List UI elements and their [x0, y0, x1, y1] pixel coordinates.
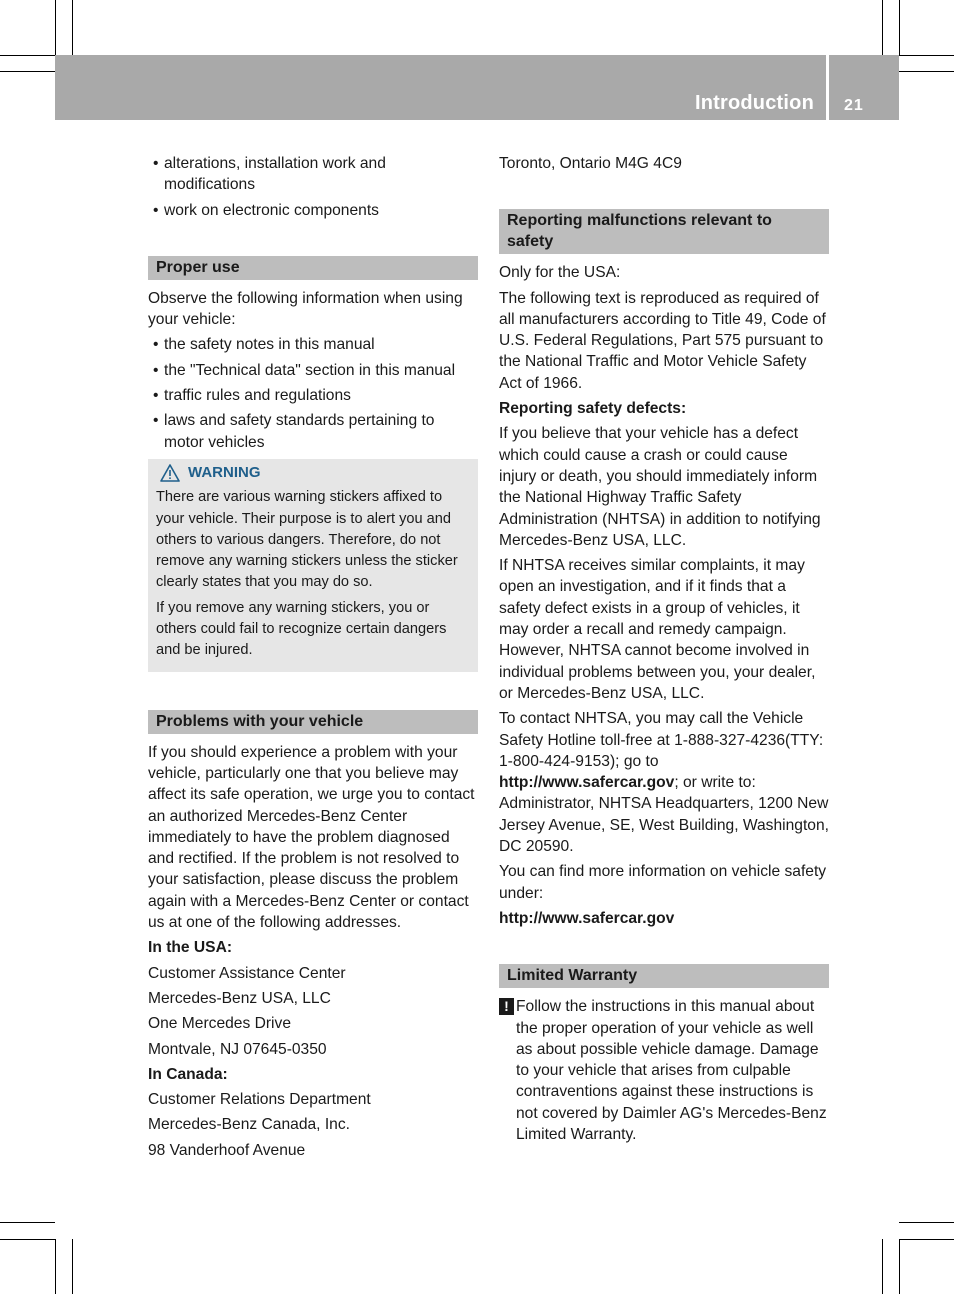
- contact-paragraph: [499, 708, 829, 857]
- address-line: Montvale, NJ 07645-0350: [148, 1040, 327, 1058]
- page-title: Introduction: [694, 92, 814, 114]
- warning-title: [156, 462, 470, 483]
- warranty-note: [499, 996, 829, 1145]
- section-heading-proper-use: Proper use: [148, 256, 478, 280]
- reporting-paragraph: If NHTSA receives similar complaints, it may open an investigation, and if it finds that a safety defect exists in a group of vehicles, it may order a recall and remedy campaign. However, NHTSA cannot become involved in individual problems between you, your dealer, or Mercedes-Benz USA, LLC.: [499, 557, 816, 702]
- crop-mark: [72, 0, 73, 55]
- usa-only-note: Only for the USA:: [499, 264, 621, 282]
- header-separator: [826, 55, 829, 120]
- proper-use-list: [148, 334, 478, 452]
- crop-mark: [899, 1239, 954, 1240]
- section-heading-problems: Problems with your vehicle: [148, 710, 478, 734]
- safercar-link[interactable]: http://www.safercar.gov: [499, 909, 675, 927]
- address-line: Toronto, Ontario M4G 4C9: [499, 155, 682, 172]
- crop-mark: [72, 1239, 73, 1294]
- defects-label: Reporting safety defects:: [499, 400, 687, 418]
- canada-label: In Canada:: [148, 1065, 228, 1083]
- reporting-paragraph: If you believe that your vehicle has a defect which could cause a crash or could cause injury or death, you should immediately inform the National Highway Traffic Safety Administration (NHTSA) in addition to notifying Mercedes-Benz USA, LLC.: [499, 425, 821, 549]
- warning-label: WARNING: [188, 463, 261, 481]
- warning-triangle-icon: [160, 464, 180, 482]
- crop-mark: [882, 1239, 883, 1294]
- list-item: • traffic rules and regulations: [148, 385, 478, 406]
- list-item: • the "Technical data" section in this manual: [148, 360, 478, 381]
- list-item: • the safety notes in this manual: [148, 334, 478, 355]
- address-line: Mercedes-Benz Canada, Inc.: [148, 1116, 350, 1134]
- contact-text: ; or write to: Administrator, NHTSA Headquarters, 1200 New Jersey Avenue, SE, West Building, Washington, DC 20590.: [499, 774, 829, 856]
- page-number: 21: [844, 97, 864, 114]
- contact-text: To contact NHTSA, you may call the Vehicle Safety Hotline toll-free at 1-888-327-4236(TTY: 1-800-424-9153); go to: [499, 710, 824, 770]
- reporting-intro: The following text is reproduced as required of all manufacturers according to Title 49, Code of U.S. Federal Regulations, Part 575 pursuant to the National Traffic and Motor Vehicle Safety Act of 1966.: [499, 289, 826, 392]
- section-heading-warranty: Limited Warranty: [499, 964, 829, 988]
- crop-mark: [899, 1239, 900, 1294]
- list-item: • alterations, installation work and modifications: [148, 153, 478, 196]
- address-line: Customer Relations Department: [148, 1091, 371, 1109]
- right-column: [499, 153, 829, 1145]
- crop-mark: [55, 0, 56, 55]
- exclamation-icon: !: [499, 998, 514, 1015]
- safercar-link[interactable]: http://www.safercar.gov: [499, 774, 675, 792]
- crop-mark: [0, 71, 55, 72]
- top-bullet-list: [148, 153, 478, 221]
- more-info-text: You can find more information on vehicle safety under:: [499, 863, 827, 902]
- warning-paragraph: There are various warning stickers affixed to your vehicle. Their purpose is to alert you and others to various dangers. Therefore, do not remove any warning stickers unless the sticker clearly states that you may do so.: [156, 489, 458, 591]
- proper-use-intro: Observe the following information when using your vehicle:: [148, 289, 463, 329]
- left-column: [148, 153, 478, 1165]
- usa-label: In the USA:: [148, 939, 233, 957]
- section-heading-reporting: Reporting malfunctions relevant to safety: [499, 209, 829, 254]
- list-item: • work on electronic components: [148, 200, 478, 221]
- warning-box: [148, 459, 478, 672]
- address-line: One Mercedes Drive: [148, 1015, 291, 1033]
- crop-mark: [55, 1239, 56, 1294]
- list-item: • laws and safety standards pertaining to motor vehicles: [148, 410, 478, 453]
- address-line: Customer Assistance Center: [148, 964, 346, 982]
- problems-body: If you should experience a problem with your vehicle, particularly one that you believe may affect its safe operation, we urge you to contact an authorized Mercedes-Benz Center immediately to have the problem diagnosed and rectified. If the problem is not resolved to your satisfaction, please discuss the problem again with a Mercedes-Benz Center or contact us at one of the following addresses.: [148, 743, 475, 932]
- address-line: 98 Vanderhoof Avenue: [148, 1141, 306, 1159]
- crop-mark: [899, 0, 900, 55]
- warranty-note-text: Follow the instructions in this manual about the proper operation of your vehicle as well as about possible vehicle damage. Damage to your vehicle that arises from culpable contraventions against these instructions is not covered by Daimler AG's Mercedes-Benz Limited Warranty.: [516, 998, 827, 1143]
- crop-mark: [899, 55, 954, 56]
- crop-mark: [899, 71, 954, 72]
- crop-mark: [0, 55, 55, 56]
- warning-paragraph: If you remove any warning stickers, you or others could fail to recognize certain dangers and be injured.: [156, 599, 447, 659]
- crop-mark: [882, 0, 883, 55]
- crop-mark: [0, 1222, 55, 1223]
- address-line: Mercedes-Benz USA, LLC: [148, 989, 331, 1007]
- crop-mark: [899, 1222, 954, 1223]
- crop-mark: [0, 1239, 55, 1240]
